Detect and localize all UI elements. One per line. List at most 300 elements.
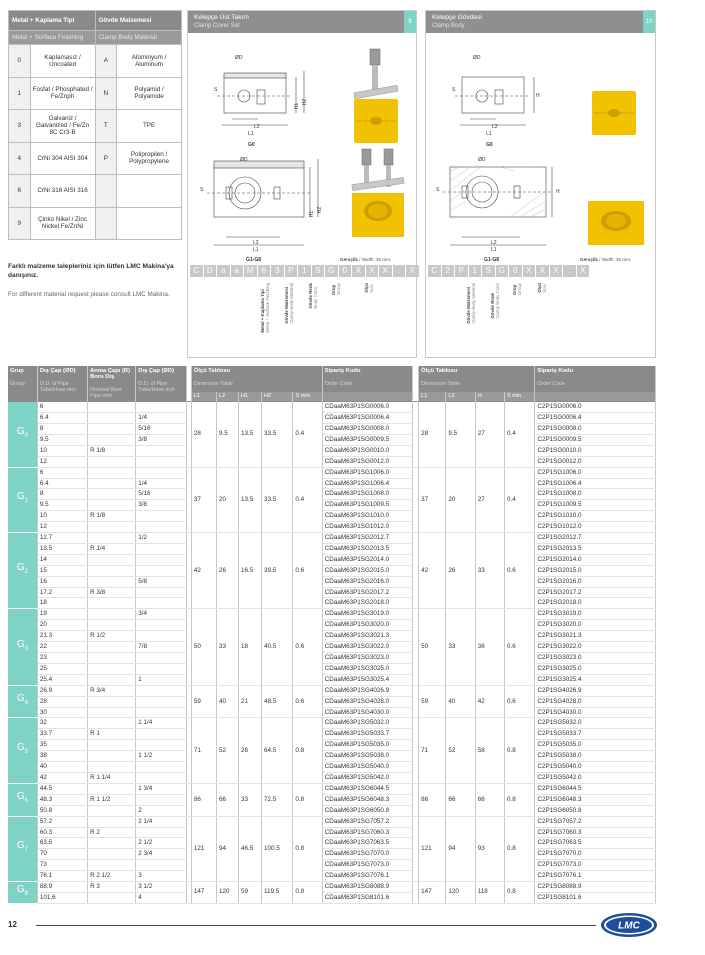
nominal-bore-cell: R 1/8 [88, 511, 136, 522]
order-code-body: C2P1SG7073.0 [535, 860, 656, 871]
dimension-cell: 52 [446, 718, 475, 783]
od-mm-cell: 42 [37, 772, 87, 783]
order-code-cover: CDaaM63P1SG3023.0 [322, 653, 412, 664]
dim-h2-g1: H2 [317, 206, 324, 214]
order-code-cover: CDaaM63P1SG5038.0 [322, 751, 412, 762]
dimension-cell: 40 [446, 685, 475, 718]
order-code-body: C2P1SG3023.0 [535, 653, 656, 664]
nominal-bore-cell [88, 707, 136, 718]
group-block [8, 467, 656, 532]
dimension-cell: 18 [238, 609, 261, 685]
order-code-char: 0 [339, 265, 352, 277]
order-code-cover: CDaaM63P1SG2017.2 [322, 587, 412, 598]
order-code-char: G [496, 265, 509, 277]
order-code-cover: CDaaM63P1SG3025.0 [322, 663, 412, 674]
od-mm-cell: 40 [37, 762, 87, 773]
dimension-cell: 59 [238, 882, 261, 904]
order-code-body: C2P1SG5042.0 [535, 772, 656, 783]
dimension-cell: 120 [446, 882, 475, 904]
nominal-bore-cell: R 1/2 [88, 631, 136, 642]
od-inch-cell: 3/4 [136, 609, 186, 620]
order-code-cover: CDaaM63P1SG1008.0 [322, 489, 412, 500]
body-name: Polipropilen / Polypropylene [117, 142, 182, 175]
dimension-cell: 64.5 [262, 718, 293, 783]
dimension-cell: 42 [475, 685, 504, 718]
nominal-bore-cell [88, 762, 136, 773]
material-row [9, 142, 182, 175]
order-code-char: S [482, 265, 495, 277]
dimension-cell: 71 [191, 718, 216, 783]
table-row [8, 576, 656, 587]
dimension-cell: 118 [475, 882, 504, 904]
table-row [8, 707, 656, 718]
dim-h: H [536, 93, 540, 99]
nominal-bore-cell [88, 620, 136, 631]
order-code-cover: CDaaM63P1SG2018.0 [322, 598, 412, 609]
dim-l1-g1: L1 [491, 247, 497, 253]
group-block [8, 609, 656, 685]
order-code-cover: CDaaM63P1SG6044.5 [322, 783, 412, 794]
nominal-bore-cell [88, 423, 136, 434]
page-number: 12 [8, 920, 17, 929]
od-mm-cell: 44.5 [37, 783, 87, 794]
metal-name: CrNi 316 AISI 316 [30, 175, 95, 208]
od-inch-cell [136, 740, 186, 751]
dimension-cell: 0.8 [293, 718, 322, 783]
od-inch-cell: 3 [136, 871, 186, 882]
body-code: A [95, 45, 117, 78]
dimension-cell: 59 [191, 685, 216, 718]
od-mm-cell: 10 [37, 511, 87, 522]
od-mm-cell: 6 [37, 467, 87, 478]
od-inch-cell [136, 685, 186, 696]
od-inch-cell [136, 696, 186, 707]
od-mm-cell: 35 [37, 740, 87, 751]
od-inch-cell: 2 3/4 [136, 849, 186, 860]
dimension-cell: 94 [446, 816, 475, 881]
order-code-cover: CDaaM63P1SG5035.0 [322, 740, 412, 751]
table-row [8, 402, 656, 413]
group-label: $G_3$ [8, 609, 37, 685]
table-row [8, 478, 656, 489]
metal-name: Fosfat / Phosphated / Fe/Znph [30, 77, 95, 110]
order-code-body: C2P1SG7057.2 [535, 816, 656, 827]
table-row [8, 620, 656, 631]
dimension-cell: 33 [238, 783, 261, 816]
dimension-cell: 46.5 [238, 816, 261, 881]
od-inch-cell [136, 522, 186, 533]
table-row [8, 445, 656, 456]
group-label-g0: G0 [486, 142, 493, 148]
order-code-body: C2P1SG3020.0 [535, 620, 656, 631]
subcol-left: H1 [238, 392, 261, 402]
nominal-bore-cell: R 2 [88, 827, 136, 838]
order-code-cover: CDaaM63P1SG7076.1 [322, 871, 412, 882]
order-code-char: 0 [509, 265, 522, 277]
order-code-body: C2P1SG5035.0 [535, 740, 656, 751]
panel-header [188, 11, 416, 33]
order-code-char: X [406, 265, 419, 277]
dimension-cell: 0.8 [505, 718, 535, 783]
order-code-cover: CDaaM63P1SG5032.0 [322, 718, 412, 729]
od-inch-cell [136, 772, 186, 783]
od-mm-cell: 16 [37, 576, 87, 587]
dimension-cell: 52 [216, 718, 238, 783]
order-code-cover: CDaaM63P1SG4026.9 [322, 685, 412, 696]
nominal-bore-cell [88, 653, 136, 664]
material-header-right-en: Clamp Body Material [95, 31, 182, 45]
material-header-left-en: Metal + Surface Finishing [9, 31, 96, 45]
nominal-bore-cell [88, 892, 136, 903]
nominal-bore-cell: R 1/4 [88, 543, 136, 554]
order-code-cover: CDaaM63P1SG1012.0 [322, 522, 412, 533]
dimension-cell: 121 [419, 816, 446, 881]
nominal-bore-cell [88, 805, 136, 816]
od-inch-cell [136, 554, 186, 565]
table-row [8, 740, 656, 751]
dimension-cell: 86 [191, 783, 216, 816]
order-code-strip [190, 265, 419, 277]
dimension-cell: 0.4 [293, 467, 322, 532]
nominal-bore-cell [88, 642, 136, 653]
group-block [8, 816, 656, 881]
od-mm-cell: 33.7 [37, 729, 87, 740]
order-code-char: C [428, 265, 441, 277]
od-inch-cell [136, 467, 186, 478]
table-row [8, 653, 656, 664]
order-code-cover: CDaaM63P1SG0010.0 [322, 445, 412, 456]
table-row [8, 522, 656, 533]
dimension-cell: 66 [475, 783, 504, 816]
metal-code: 3 [9, 110, 31, 143]
dimension-cell: 33 [446, 609, 475, 685]
od-mm-cell: 9.5 [37, 500, 87, 511]
dimension-cell: 86 [419, 783, 446, 816]
table-row [8, 772, 656, 783]
table-row [8, 729, 656, 740]
nominal-bore-cell: R 3 [88, 882, 136, 893]
nominal-bore-cell [88, 663, 136, 674]
od-mm-cell: 10 [37, 445, 87, 456]
order-code-char: . [393, 265, 406, 277]
dimension-cell: 13.5 [238, 467, 261, 532]
od-inch-cell: 7/8 [136, 642, 186, 653]
dimension-cell: 0.8 [505, 882, 535, 904]
od-mm-cell: 18 [37, 598, 87, 609]
dim-l1-g1: L1 [253, 247, 259, 253]
table-row [8, 631, 656, 642]
panel-subtitle: Clamp Cover Set [194, 22, 240, 29]
group-block [8, 783, 656, 816]
group-label: $G_0$ [8, 402, 37, 467]
body-name: Alüminyum / Aluminum [117, 45, 182, 78]
nominal-bore-cell [88, 413, 136, 424]
dimension-cell: 20 [216, 467, 238, 532]
dimension-cell: 0.8 [293, 783, 322, 816]
order-code-char: 6 [258, 265, 271, 277]
dimension-cell: 0.6 [505, 533, 535, 609]
dimension-cell: 42 [419, 533, 446, 609]
dim-s: S [452, 87, 456, 93]
dim-h-g1: H [556, 189, 560, 195]
dimension-cell: 72.5 [262, 783, 293, 816]
dimension-cell: 28 [191, 402, 216, 467]
od-inch-cell [136, 663, 186, 674]
group-block [8, 402, 656, 467]
material-header-right: Gövde Malzemesi [95, 11, 182, 31]
order-code-label: Gövde Renk Clamp Body Color [490, 283, 501, 319]
nominal-bore-cell [88, 467, 136, 478]
group-label: $G_4$ [8, 685, 37, 718]
od-mm-cell: 17.2 [37, 587, 87, 598]
nominal-bore-cell: R 1 1/4 [88, 772, 136, 783]
dimension-cell: 36 [475, 609, 504, 685]
table-row [8, 554, 656, 565]
od-inch-cell: 2 1/4 [136, 816, 186, 827]
order-code-body: C2P1SG2014.0 [535, 554, 656, 565]
nominal-bore-cell [88, 598, 136, 609]
od-mm-cell: 76.1 [37, 871, 87, 882]
od-inch-cell: 1 3/4 [136, 783, 186, 794]
group-block [8, 685, 656, 718]
subcol-left: L2 [216, 392, 238, 402]
od-inch-cell [136, 511, 186, 522]
order-code-char: a [217, 265, 230, 277]
od-inch-cell [136, 402, 186, 413]
order-code-label: Gövde Malzemesi Clamp Body Material [284, 283, 295, 324]
subcol-spacer [322, 392, 412, 402]
dimension-cell: 147 [419, 882, 446, 904]
order-code-char: G [325, 265, 338, 277]
group-label-g0: G0 [248, 142, 255, 148]
order-code-cover: CDaaM63P1SG5042.0 [322, 772, 412, 783]
material-row [9, 45, 182, 78]
od-inch-cell [136, 445, 186, 456]
dimension-cell: 33 [475, 533, 504, 609]
order-code-cover: CDaaM63P1SG2015.0 [322, 565, 412, 576]
order-code-char: X [379, 265, 392, 277]
order-code-body: C2P1SG3021.3 [535, 631, 656, 642]
od-mm-cell: 20 [37, 620, 87, 631]
dimension-cell: 93 [475, 816, 504, 881]
body-code [95, 175, 117, 208]
table-row [8, 587, 656, 598]
dimension-cell: 9.5 [446, 402, 475, 467]
order-code-body: C2P1SG3025.0 [535, 663, 656, 674]
order-code-body: C2P1SG1009.5 [535, 500, 656, 511]
od-mm-cell: 88.9 [37, 882, 87, 893]
dimension-cell: 40 [216, 685, 238, 718]
dim-d-g1: ØD [240, 157, 248, 163]
order-code-body: C2P1SG6050.8 [535, 805, 656, 816]
dimension-cell: 16.5 [238, 533, 261, 609]
table-row [8, 805, 656, 816]
od-inch-cell: 3 1/2 [136, 882, 186, 893]
od-inch-cell: 5/16 [136, 423, 186, 434]
table-row [8, 718, 656, 729]
order-code-char: P [455, 265, 468, 277]
subcol-left: S min. [293, 392, 322, 402]
metal-name: Kaplamasız / Uncoated [30, 45, 95, 78]
dimension-cell: 120 [216, 882, 238, 904]
order-code-body: C2P1SG1008.0 [535, 489, 656, 500]
dimension-cell: 26 [216, 533, 238, 609]
dimension-cell: 48.5 [262, 685, 293, 718]
order-code-cover: CDaaM63P1SG7070.0 [322, 849, 412, 860]
od-inch-cell: 5/8 [136, 576, 186, 587]
table-row [8, 500, 656, 511]
order-code-char: X [523, 265, 536, 277]
group-block [8, 882, 656, 904]
od-mm-cell: 15 [37, 565, 87, 576]
order-code-cover: CDaaM63P1SG4030.0 [322, 707, 412, 718]
nominal-bore-cell: R 2 1/2 [88, 871, 136, 882]
order-code-cover: CDaaM63P1SG0006.0 [322, 402, 412, 413]
dimension-table [8, 366, 656, 904]
od-inch-cell [136, 653, 186, 664]
dimension-cell: 0.4 [293, 402, 322, 467]
dimension-cell: 0.8 [505, 816, 535, 881]
metal-code: 6 [9, 175, 31, 208]
dimension-cell: 100.5 [262, 816, 293, 881]
table-row [8, 434, 656, 445]
nominal-bore-cell [88, 751, 136, 762]
group-block [8, 718, 656, 783]
od-mm-cell: 23 [37, 653, 87, 664]
table-row [8, 609, 656, 620]
order-code-body: C2P1SG3025.4 [535, 674, 656, 685]
od-mm-cell: 12.7 [37, 533, 87, 544]
od-mm-cell: 6.4 [37, 478, 87, 489]
od-inch-cell: 4 [136, 892, 186, 903]
od-inch-cell: 5/16 [136, 489, 186, 500]
material-row [9, 110, 182, 143]
subcol-spacer [535, 392, 656, 402]
dimension-cell: 27 [475, 402, 504, 467]
table-row [8, 456, 656, 467]
nominal-bore-cell: R 1 [88, 729, 136, 740]
od-mm-cell: 101.6 [37, 892, 87, 903]
col-dimension-table-left: Ölçü Tablosu Dimension Table [191, 366, 322, 392]
od-mm-cell: 48.3 [37, 794, 87, 805]
nominal-bore-cell: R 1/8 [88, 445, 136, 456]
order-code-body: C2P1SG5038.0 [535, 751, 656, 762]
dimension-cell: 94 [216, 816, 238, 881]
order-code-char: . [563, 265, 576, 277]
dim-s: S [214, 87, 218, 93]
order-code-body: C2P1SG7063.5 [535, 838, 656, 849]
body-name [117, 175, 182, 208]
table-row [8, 849, 656, 860]
dimension-cell: 33 [216, 609, 238, 685]
order-code-cover: CDaaM63P1SG0012.0 [322, 456, 412, 467]
metal-name: CrNi 304 AISI 304 [30, 142, 95, 175]
dimension-cell: 0.6 [505, 609, 535, 685]
order-code-body: C2P1SG0010.0 [535, 445, 656, 456]
od-inch-cell [136, 620, 186, 631]
dimension-cell: 147 [191, 882, 216, 904]
note-english: For different material request please consult LMC Makina. [8, 291, 170, 298]
order-code-body: C2P1SG2017.2 [535, 587, 656, 598]
table-row [8, 598, 656, 609]
nominal-bore-cell [88, 816, 136, 827]
od-mm-cell: 73 [37, 860, 87, 871]
order-code-cover: CDaaM63P1SG1009.5 [322, 500, 412, 511]
order-code-cover: CDaaM63P1SG2012.7 [322, 533, 412, 544]
dim-s-g1: S [200, 187, 204, 193]
order-code-label: Gövde Renk Body Color [308, 283, 319, 309]
dimension-cell: 42 [191, 533, 216, 609]
metal-code: 9 [9, 207, 31, 240]
col-dimension-table-right: Ölçü Tablosu Dimension Table [419, 366, 535, 392]
od-mm-cell: 30 [37, 707, 87, 718]
order-code-char: M [244, 265, 257, 277]
dim-h1-g1: H1 [309, 210, 316, 218]
panel-subtitle: Clamp Body [432, 22, 465, 29]
table-row [8, 423, 656, 434]
table-row [8, 860, 656, 871]
table-row [8, 827, 656, 838]
dimension-cell: 66 [446, 783, 475, 816]
od-mm-cell: 26.9 [37, 685, 87, 696]
nominal-bore-cell [88, 456, 136, 467]
od-inch-cell [136, 762, 186, 773]
order-code-body: C2P1SG5033.7 [535, 729, 656, 740]
table-row [8, 543, 656, 554]
table-row [8, 685, 656, 696]
metal-name: Çinko Nikel / Zinc Nickel Fe/ZnNi [30, 207, 95, 240]
panel-clamp-body [425, 10, 656, 358]
table-row [8, 489, 656, 500]
nominal-bore-cell [88, 565, 136, 576]
dim-l2-g1: L2 [253, 240, 259, 246]
dimension-cell: 33.5 [262, 467, 293, 532]
dimension-cell: 39.5 [262, 533, 293, 609]
od-mm-cell: 63.5 [37, 838, 87, 849]
table-row [8, 565, 656, 576]
dim-d: ØD [235, 55, 243, 61]
dimension-cell: 0.8 [505, 783, 535, 816]
dimension-cell: 37 [191, 467, 216, 532]
material-row [9, 77, 182, 110]
metal-name: Galvaniz / Galvanized / Fe/Zn 8C Cr3-B [30, 110, 95, 143]
od-inch-cell [136, 587, 186, 598]
dim-l2: L2 [492, 124, 498, 130]
group-label: $G_2$ [8, 533, 37, 609]
od-inch-cell [136, 707, 186, 718]
order-code-char: P [285, 265, 298, 277]
order-code-body: C2P1SG2015.0 [535, 565, 656, 576]
od-mm-cell: 60.3 [37, 827, 87, 838]
od-inch-cell [136, 456, 186, 467]
table-row [8, 663, 656, 674]
od-mm-cell: 6 [37, 402, 87, 413]
order-code-char: 1 [469, 265, 482, 277]
nominal-bore-cell [88, 478, 136, 489]
od-mm-cell: 50.8 [37, 805, 87, 816]
metal-code: 4 [9, 142, 31, 175]
width-note: Genişlik / Width: 30 mm. [580, 257, 632, 262]
order-code-body: C2P1SG7070.0 [535, 849, 656, 860]
order-code-cover: CDaaM63P1SG3021.3 [322, 631, 412, 642]
order-code-char: X [550, 265, 563, 277]
order-code-cover: CDaaM63P1SG1010.0 [322, 511, 412, 522]
order-code-body: C2P1SG8101.6 [535, 892, 656, 903]
order-code-cover: CDaaM63P1SG7060.3 [322, 827, 412, 838]
order-code-char: 3 [271, 265, 284, 277]
dimension-cell: 33.5 [262, 402, 293, 467]
order-code-cover: CDaaM63P1SG1006.0 [322, 467, 412, 478]
